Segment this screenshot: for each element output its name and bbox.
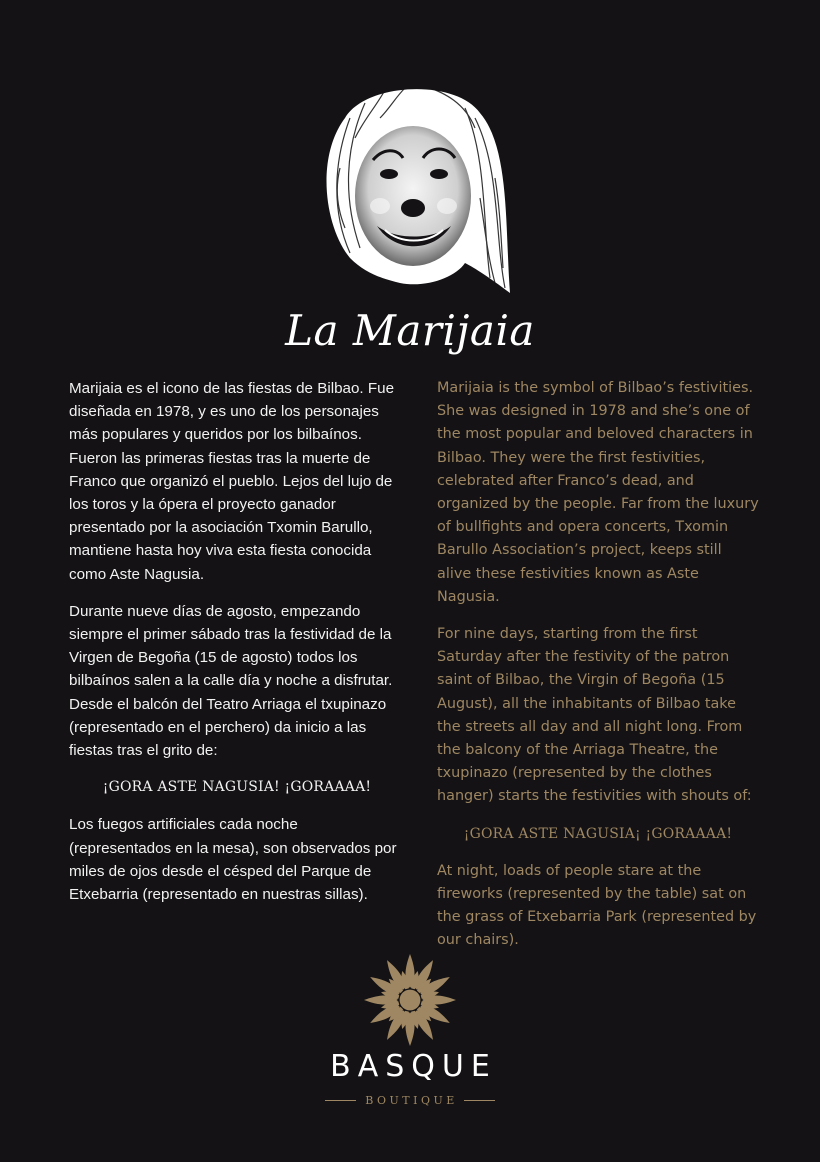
brand-name: BASQUE bbox=[330, 1049, 497, 1084]
subtitle-left-rule bbox=[325, 1100, 356, 1101]
english-column bbox=[437, 377, 759, 967]
english-shout: ¡GORA ASTE NAGUSIA¡ ¡GORAAAA! bbox=[463, 825, 733, 842]
brand-subtitle-text: BOUTIQUE bbox=[365, 1093, 458, 1107]
brand-subtitle bbox=[325, 1092, 495, 1108]
marijaia-portrait bbox=[305, 78, 515, 303]
english-paragraph-3: At night, loads of people stare at the fireworks (represented by the table) sat on the grass of Etxebarria Park (represented by our chairs). bbox=[437, 862, 757, 949]
spanish-paragraph-1: Marijaia es el icono de las fiestas de Bilbao. Fue diseñada en 1978, y es uno de los personajes más populares y queridos por los bilbaínos. Fueron las primeras fiestas tras la muerte de Franco que organizó el pueblo. Lejos del lujo de los toros y la ópera el proyecto ganador presentado por la asociación Txomin Barullo, mantiene hasta hoy viva esta fiesta conocida como Aste Nagusia. bbox=[69, 380, 395, 583]
spanish-column bbox=[69, 377, 399, 920]
sun-flower-icon bbox=[360, 950, 460, 1050]
english-paragraph-2: For nine days, starting from the first Saturday after the festivity of the patron saint of Bilbao, the Virgin of Begoña (15 August), all the inhabitants of Bilbao take the streets all day and all night long. From the balcony of the Arriaga Theatre, the txupinazo (represented by the clothes hanger) starts the festivities with shouts of: bbox=[437, 626, 752, 805]
spanish-paragraph-2: Durante nueve días de agosto, empezando siempre el primer sábado tras la festividad de la Virgen de Begoña (15 de agosto) todos los bilbaínos salen a la calle día y noche a disfrutar. Desde el balcón del Teatro Arriaga el txupinazo (representado en el perchero) da inicio a las fiestas tras el grito de: bbox=[69, 602, 393, 760]
english-paragraph-1: Marijaia is the symbol of Bilbao’s festivities. She was designed in 1978 and she’s one of the most popular and beloved characters in Bilbao. They were the first festivities, celebrated after Franco’s dead, and organized by the people. Far from the luxury of bullfights and opera concerts, Txomin Barullo Association’s project, keeps still alive these festivities known as Aste Nagusia. bbox=[437, 380, 759, 605]
spanish-shout: ¡GORA ASTE NAGUSIA! ¡GORAAAA! bbox=[102, 779, 372, 796]
spanish-paragraph-3: Los fuegos artificiales cada noche (representados en la mesa), son observados por miles de ojos desde el césped del Parque de Etxebarria (representado en nuestras sillas). bbox=[69, 816, 397, 904]
subtitle-right-rule bbox=[464, 1100, 495, 1101]
page-title: La Marijaia bbox=[285, 306, 535, 355]
